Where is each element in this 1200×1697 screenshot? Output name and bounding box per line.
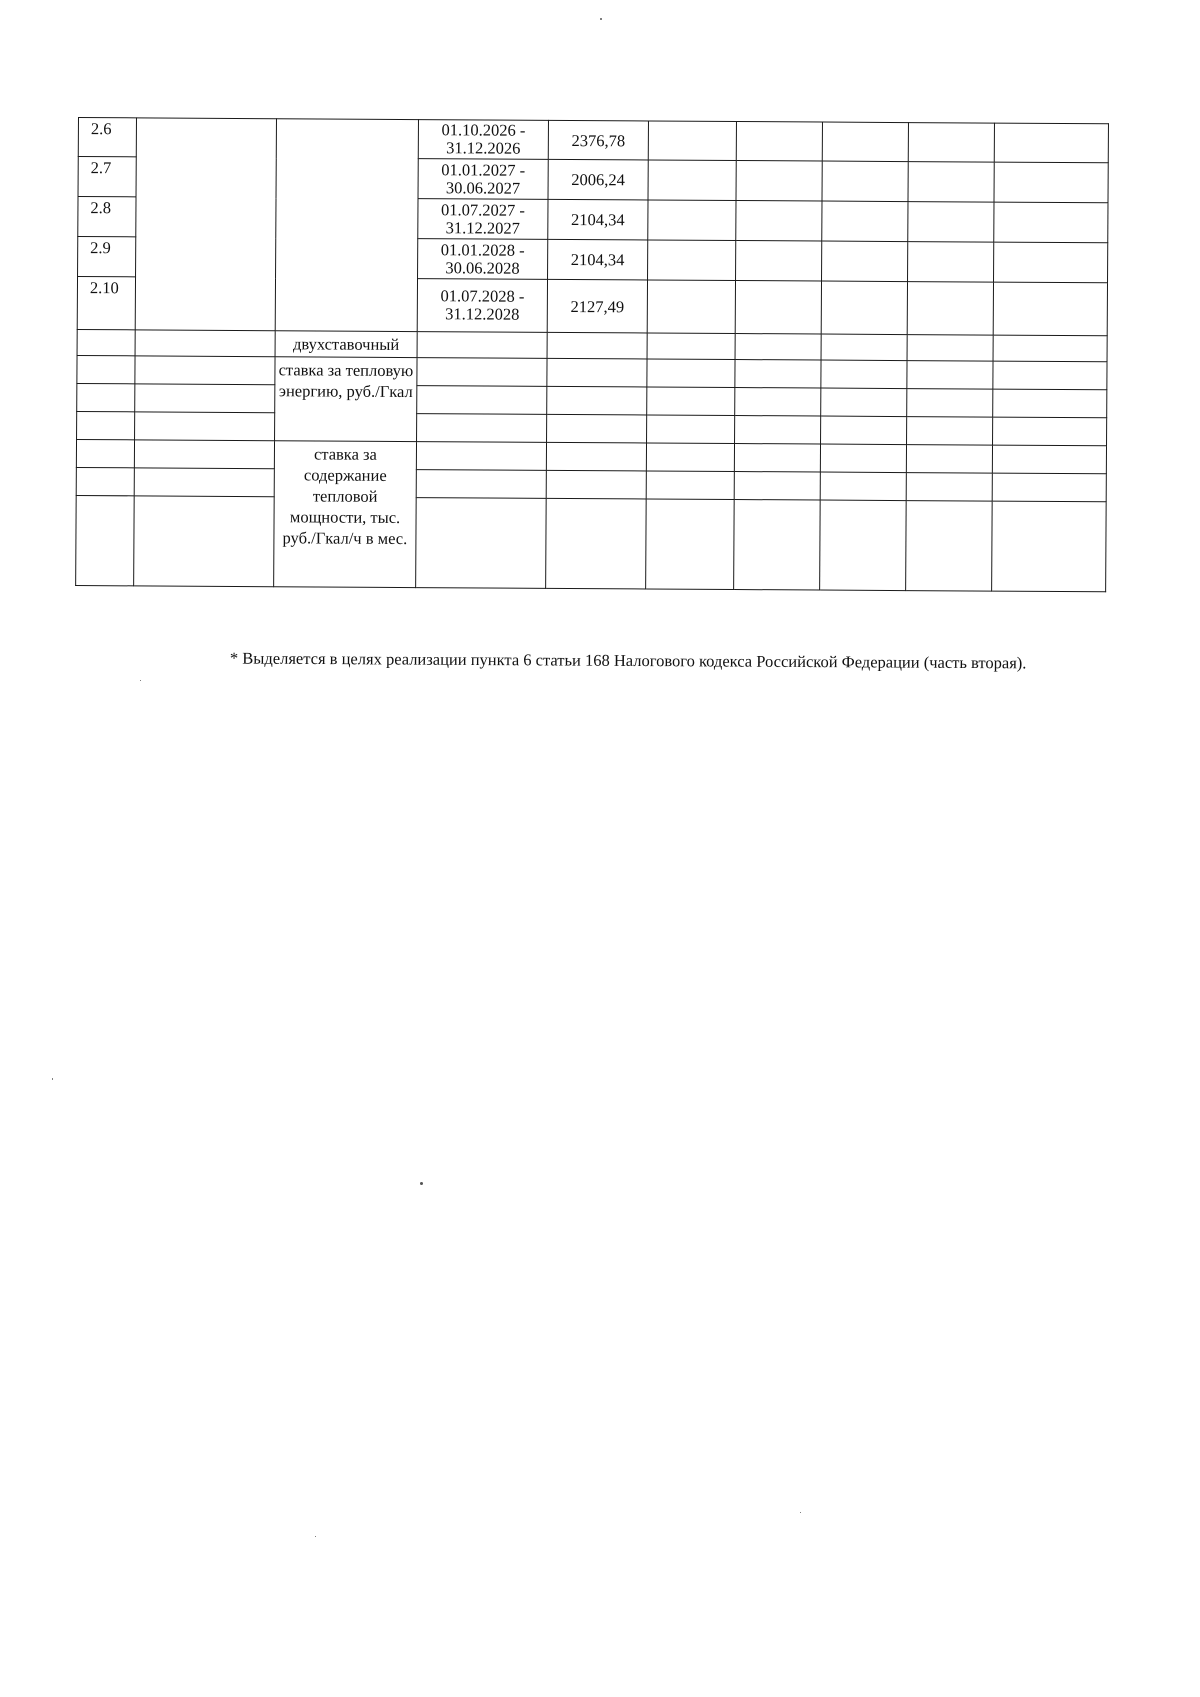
- row-number: 2.7: [78, 157, 136, 197]
- row-number: 2.9: [78, 237, 136, 277]
- empty-cell: [647, 387, 735, 416]
- empty-cell: [735, 388, 821, 417]
- empty-cell: [135, 384, 275, 413]
- empty-cell: [821, 416, 907, 445]
- empty-cell: [77, 411, 135, 439]
- empty-cell: [648, 121, 736, 161]
- empty-cell: [993, 389, 1107, 418]
- empty-cell: [821, 281, 907, 335]
- empty-cell: [906, 473, 992, 502]
- empty-cell: [820, 500, 907, 591]
- empty-cell: [908, 202, 994, 243]
- scan-speck: [600, 18, 602, 20]
- empty-cell: [907, 361, 993, 390]
- empty-cell: [135, 356, 275, 385]
- empty-cell: [994, 123, 1108, 163]
- scan-speck: [52, 1078, 53, 1080]
- scan-speck: [800, 1512, 801, 1513]
- empty-cell: [648, 200, 736, 241]
- empty-cell: [546, 442, 646, 471]
- empty-cell: [647, 280, 735, 334]
- two-rate-label: двухставочный: [275, 331, 417, 358]
- empty-cell: [134, 468, 274, 497]
- empty-cell: [992, 445, 1106, 474]
- empty-cell: [822, 122, 908, 162]
- empty-cell: [908, 162, 994, 203]
- empty-cell: [135, 412, 275, 441]
- empty-cell: [135, 330, 275, 357]
- empty-cell: [77, 355, 135, 383]
- empty-cell: [646, 443, 734, 472]
- empty-cell: [735, 334, 821, 361]
- empty-cell: [993, 417, 1107, 446]
- period-cell: 01.01.2027 - 30.06.2027: [418, 159, 548, 200]
- empty-cell: [993, 282, 1107, 336]
- table-row: [78, 118, 1108, 163]
- empty-cell: [77, 383, 135, 411]
- empty-cell: [134, 496, 275, 587]
- empty-cell: [76, 467, 134, 495]
- empty-cell: [648, 160, 736, 201]
- empty-cell: [647, 415, 735, 444]
- empty-cell: [907, 282, 993, 336]
- empty-cell: [735, 360, 821, 389]
- empty-cell: [647, 333, 735, 360]
- empty-cell: [547, 332, 647, 359]
- empty-cell: [908, 123, 994, 163]
- empty-cell: [76, 439, 134, 467]
- empty-cell: [907, 335, 993, 362]
- empty-cell: [546, 498, 647, 589]
- empty-cell: [822, 161, 908, 202]
- empty-cell: [416, 498, 547, 589]
- scan-speck: [315, 1536, 316, 1537]
- period-cell: 01.01.2028 - 30.06.2028: [418, 239, 548, 280]
- row-number: 2.10: [77, 277, 135, 330]
- empty-cell: [822, 241, 908, 282]
- blank-cell: [135, 118, 276, 331]
- empty-cell: [992, 473, 1106, 502]
- empty-cell: [821, 388, 907, 417]
- tariff-value: 2127,49: [547, 279, 647, 333]
- empty-cell: [735, 416, 821, 445]
- tariff-table: [75, 117, 1109, 592]
- empty-cell: [417, 414, 547, 443]
- footnote: * Выделяется в целях реализации пункта 6 статьи 168 Налогового кодекса Российской Федерации (часть вторая).: [229, 648, 1027, 672]
- empty-cell: [993, 361, 1107, 390]
- empty-cell: [907, 389, 993, 418]
- empty-cell: [417, 386, 547, 415]
- empty-cell: [820, 472, 906, 501]
- empty-cell: [646, 471, 734, 500]
- empty-cell: [821, 334, 907, 361]
- empty-cell: [76, 495, 135, 585]
- empty-cell: [736, 122, 822, 162]
- empty-cell: [734, 444, 820, 473]
- empty-cell: [546, 470, 646, 499]
- tariff-value: 2104,34: [548, 199, 648, 240]
- empty-cell: [647, 359, 735, 388]
- empty-cell: [417, 332, 547, 359]
- row-number: 2.6: [78, 118, 136, 157]
- empty-cell: [734, 472, 820, 501]
- tariff-value: 2006,24: [548, 159, 648, 200]
- empty-cell: [994, 202, 1108, 243]
- empty-cell: [646, 499, 735, 590]
- tariff-value: 2104,34: [548, 239, 648, 280]
- table-row: [76, 495, 1107, 591]
- empty-cell: [416, 470, 546, 499]
- period-cell: 01.07.2027 - 31.12.2027: [418, 199, 548, 240]
- empty-cell: [906, 445, 992, 474]
- empty-cell: [736, 161, 822, 202]
- empty-cell: [906, 501, 993, 592]
- empty-cell: [77, 329, 135, 355]
- empty-cell: [735, 281, 821, 335]
- heat-energy-rate-label: ставка за тепловую энергию, руб./Гкал: [275, 357, 418, 442]
- empty-cell: [993, 335, 1107, 362]
- empty-cell: [994, 242, 1108, 283]
- empty-cell: [907, 417, 993, 446]
- empty-cell: [648, 240, 736, 281]
- empty-cell: [822, 201, 908, 242]
- empty-cell: [416, 442, 546, 471]
- period-cell: 01.07.2028 - 31.12.2028: [417, 279, 547, 333]
- scan-speck: [140, 680, 141, 681]
- empty-cell: [992, 501, 1107, 592]
- empty-cell: [134, 440, 274, 469]
- empty-cell: [736, 201, 822, 242]
- empty-cell: [736, 241, 822, 282]
- empty-cell: [547, 358, 647, 387]
- capacity-rate-label: ставка за содержание тепловой мощности, тыс. руб./Гкал/ч в мес.: [274, 441, 417, 588]
- empty-cell: [994, 162, 1108, 203]
- scan-speck: [420, 1182, 423, 1185]
- empty-cell: [734, 500, 821, 591]
- tariff-value: 2376,78: [548, 120, 648, 160]
- row-number: 2.8: [78, 197, 136, 237]
- empty-cell: [417, 358, 547, 387]
- empty-cell: [547, 386, 647, 415]
- period-cell: 01.10.2026 - 31.12.2026: [418, 120, 548, 160]
- empty-cell: [821, 360, 907, 389]
- blank-cell: [275, 119, 418, 332]
- empty-cell: [547, 414, 647, 443]
- empty-cell: [820, 444, 906, 473]
- empty-cell: [908, 242, 994, 283]
